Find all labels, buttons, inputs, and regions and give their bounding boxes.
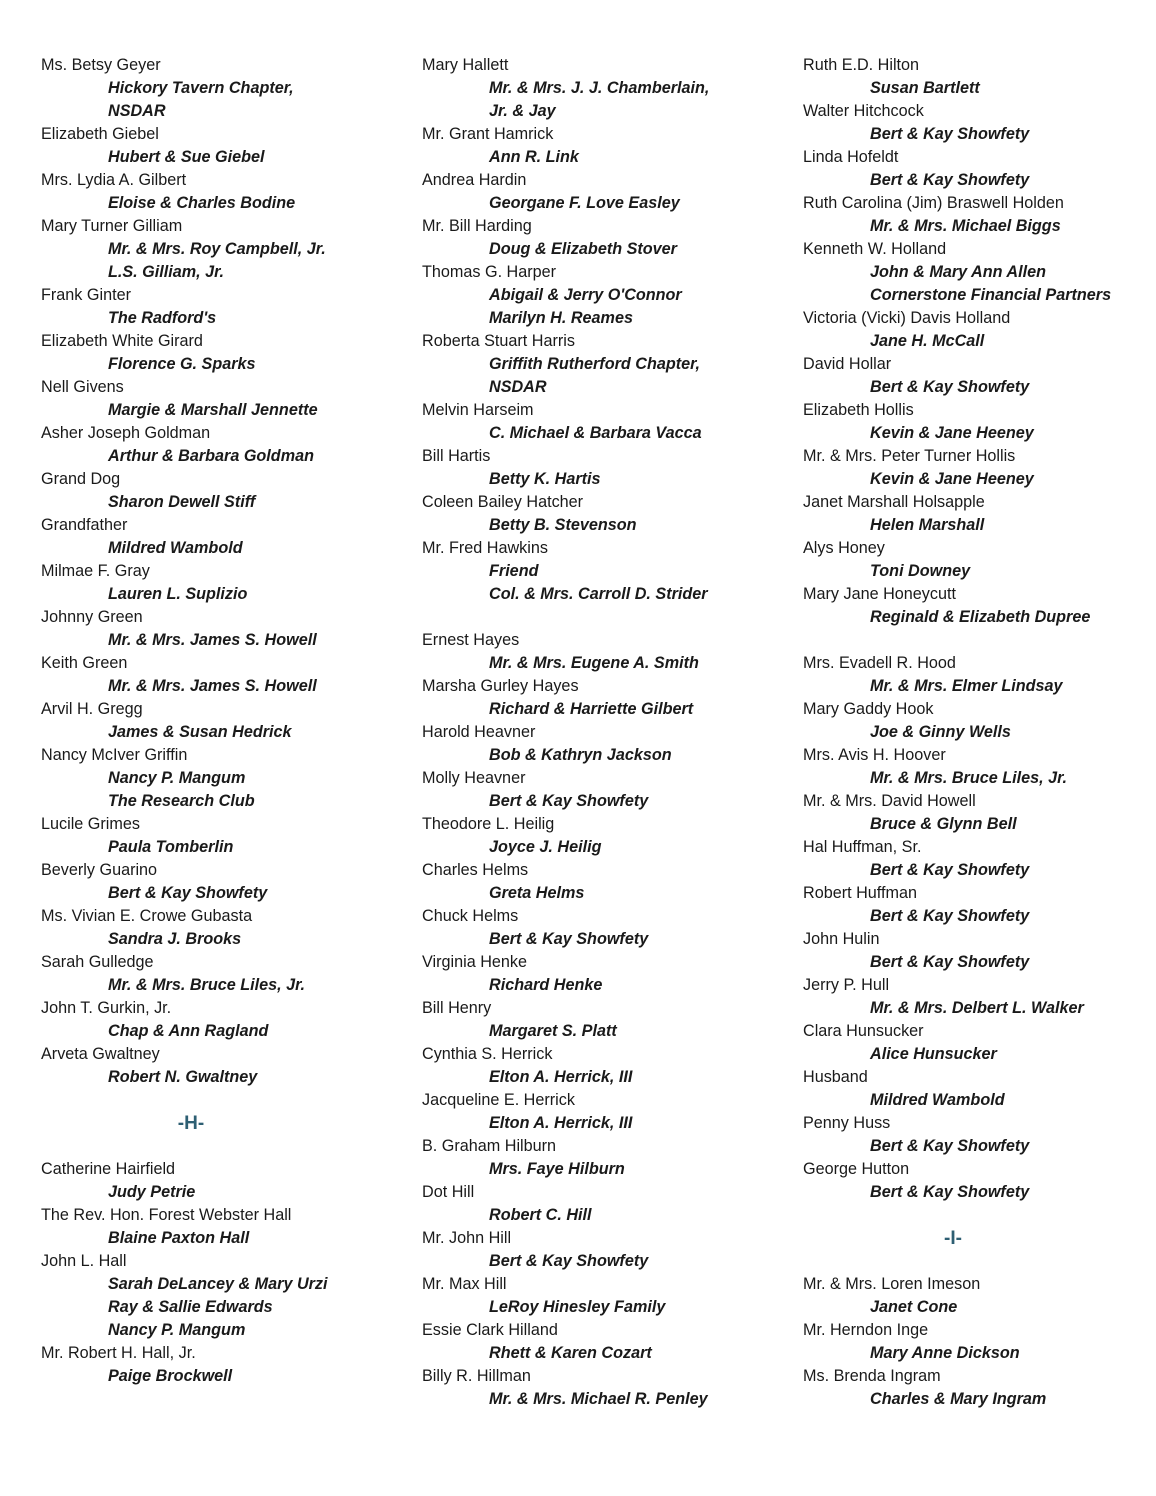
honoree-name: Mr. Grant Hamrick — [422, 125, 554, 143]
honoree-name: Husband — [803, 1068, 868, 1086]
donor-name: Mildred Wambold — [870, 1091, 1005, 1109]
honoree-name: Mr. John Hill — [422, 1229, 512, 1247]
honoree-name: Harold Heavner — [422, 723, 536, 741]
donor-name: Judy Petrie — [108, 1183, 196, 1201]
honoree-name: David Hollar — [803, 355, 892, 373]
honoree-name: Robert Huffman — [803, 884, 917, 902]
honoree-name: The Rev. Hon. Forest Webster Hall — [41, 1206, 292, 1224]
honoree-name: Mr. Bill Harding — [422, 217, 532, 235]
donor-name: James & Susan Hedrick — [108, 723, 292, 741]
spacer — [803, 629, 1156, 652]
honoree-name: George Hutton — [803, 1160, 910, 1178]
donor-name: LeRoy Hinesley Family — [489, 1298, 666, 1316]
donor-name: Toni Downey — [870, 562, 971, 580]
donor-name: Mr. & Mrs. Bruce Liles, Jr. — [870, 769, 1068, 787]
honoree-name: Keith Green — [41, 654, 128, 672]
donor-name: Georgane F. Love Easley — [489, 194, 680, 212]
donor-name: Col. & Mrs. Carroll D. Strider — [489, 585, 708, 603]
donor-name: Bert & Kay Showfety — [870, 378, 1030, 396]
donor-name: Abigail & Jerry O'Connor — [489, 286, 682, 304]
honoree-name: Kenneth W. Holland — [803, 240, 947, 258]
donor-name: Mr. & Mrs. Bruce Liles, Jr. — [108, 976, 306, 994]
donor-name: Susan Bartlett — [870, 79, 980, 97]
donor-name: Friend — [489, 562, 539, 580]
honoree-name: John L. Hall — [41, 1252, 127, 1270]
memorial-column-1 — [41, 54, 401, 1388]
donor-name: NSDAR — [108, 102, 166, 120]
spacer — [803, 1204, 1156, 1227]
honoree-name: Mr. Max Hill — [422, 1275, 507, 1293]
donor-name: The Research Club — [108, 792, 255, 810]
donor-name: Jane H. McCall — [870, 332, 985, 350]
donor-name: Charles & Mary Ingram — [870, 1390, 1047, 1408]
donor-name: Bert & Kay Showfety — [489, 1252, 649, 1270]
honoree-name: Janet Marshall Holsapple — [803, 493, 985, 511]
donor-name: Doug & Elizabeth Stover — [489, 240, 677, 258]
donor-name: Mr. & Mrs. Michael Biggs — [870, 217, 1061, 235]
donor-name: Rhett & Karen Cozart — [489, 1344, 652, 1362]
donor-name: Janet Cone — [870, 1298, 958, 1316]
honoree-name: Ruth E.D. Hilton — [803, 56, 920, 74]
donor-name: Chap & Ann Ragland — [108, 1022, 269, 1040]
honoree-name: Mr. & Mrs. Loren Imeson — [803, 1275, 981, 1293]
honoree-name: Molly Heavner — [422, 769, 526, 787]
honoree-name: Elizabeth White Girard — [41, 332, 203, 350]
honoree-name: Bill Hartis — [422, 447, 491, 465]
donor-name: Cornerstone Financial Partners — [870, 286, 1112, 304]
honoree-name: Dot Hill — [422, 1183, 475, 1201]
donor-name: Margaret S. Platt — [489, 1022, 617, 1040]
honoree-name: Sarah Gulledge — [41, 953, 154, 971]
honoree-name: Frank Ginter — [41, 286, 131, 304]
honoree-name: Elizabeth Giebel — [41, 125, 159, 143]
memorial-column-2 — [422, 54, 782, 1411]
honoree-name: Thomas G. Harper — [422, 263, 557, 281]
donor-name: Hickory Tavern Chapter, — [108, 79, 294, 97]
honoree-name: Charles Helms — [422, 861, 529, 879]
donor-name: Marilyn H. Reames — [489, 309, 633, 327]
donor-name: Blaine Paxton Hall — [108, 1229, 250, 1247]
donor-name: Helen Marshall — [870, 516, 985, 534]
donor-name: Bert & Kay Showfety — [489, 930, 649, 948]
donor-name: Arthur & Barbara Goldman — [108, 447, 314, 465]
donor-name: Nancy P. Mangum — [108, 769, 246, 787]
donor-name: Robert N. Gwaltney — [108, 1068, 258, 1086]
donor-name: Nancy P. Mangum — [108, 1321, 246, 1339]
donor-name: Bob & Kathryn Jackson — [489, 746, 672, 764]
donor-name: Bert & Kay Showfety — [870, 171, 1030, 189]
donor-name: Joe & Ginny Wells — [870, 723, 1011, 741]
honoree-name: Mr. Herndon Inge — [803, 1321, 929, 1339]
spacer — [422, 606, 782, 629]
honoree-name: Bill Henry — [422, 999, 492, 1017]
honoree-name: Mr. Fred Hawkins — [422, 539, 548, 557]
donor-name: Richard Henke — [489, 976, 603, 994]
honoree-name: Jacqueline E. Herrick — [422, 1091, 575, 1109]
honoree-name: John T. Gurkin, Jr. — [41, 999, 172, 1017]
donor-name: Bert & Kay Showfety — [870, 1183, 1030, 1201]
honoree-name: Johnny Green — [41, 608, 143, 626]
honoree-name: Nancy McIver Griffin — [41, 746, 188, 764]
honoree-name: Clara Hunsucker — [803, 1022, 924, 1040]
honoree-name: Ms. Vivian E. Crowe Gubasta — [41, 907, 253, 925]
honoree-name: Lucile Grimes — [41, 815, 140, 833]
donor-name: Elton A. Herrick, III — [489, 1114, 633, 1132]
spacer — [803, 1250, 1156, 1273]
honoree-name: Ernest Hayes — [422, 631, 520, 649]
honoree-name: Mary Turner Gilliam — [41, 217, 183, 235]
honoree-name: Cynthia S. Herrick — [422, 1045, 553, 1063]
donor-name: Griffith Rutherford Chapter, — [489, 355, 701, 373]
donor-name: Hubert & Sue Giebel — [108, 148, 265, 166]
honoree-name: Elizabeth Hollis — [803, 401, 914, 419]
donor-name: Paula Tomberlin — [108, 838, 234, 856]
donor-name: Mr. & Mrs. Elmer Lindsay — [870, 677, 1063, 695]
honoree-name: Penny Huss — [803, 1114, 891, 1132]
donor-name: L.S. Gilliam, Jr. — [108, 263, 225, 281]
donor-name: Betty B. Stevenson — [489, 516, 637, 534]
donor-name: Alice Hunsucker — [870, 1045, 997, 1063]
donor-name: Joyce J. Heilig — [489, 838, 602, 856]
donor-name: Mary Anne Dickson — [870, 1344, 1020, 1362]
donor-name: C. Michael & Barbara Vacca — [489, 424, 702, 442]
honoree-name: Ms. Betsy Geyer — [41, 56, 161, 74]
honoree-name: Linda Hofeldt — [803, 148, 899, 166]
honoree-name: Grandfather — [41, 516, 128, 534]
donor-name: Sharon Dewell Stiff — [108, 493, 256, 511]
spacer — [41, 1089, 401, 1112]
donor-name: Betty K. Hartis — [489, 470, 601, 488]
honoree-name: B. Graham Hilburn — [422, 1137, 557, 1155]
donor-name: Bert & Kay Showfety — [870, 125, 1030, 143]
donor-name: Elton A. Herrick, III — [489, 1068, 633, 1086]
honoree-name: Essie Clark Hilland — [422, 1321, 558, 1339]
donor-name: Florence G. Sparks — [108, 355, 256, 373]
honoree-name: Beverly Guarino — [41, 861, 158, 879]
section-letter-heading: -I- — [944, 1228, 962, 1249]
donor-name: Margie & Marshall Jennette — [108, 401, 318, 419]
honoree-name: Asher Joseph Goldman — [41, 424, 211, 442]
honoree-name: Hal Huffman, Sr. — [803, 838, 922, 856]
honoree-name: Virginia Henke — [422, 953, 527, 971]
donor-name: Mrs. Faye Hilburn — [489, 1160, 625, 1178]
donor-name: NSDAR — [489, 378, 547, 396]
donor-name: The Radford's — [108, 309, 217, 327]
honoree-name: Melvin Harseim — [422, 401, 534, 419]
donor-name: Mr. & Mrs. J. J. Chamberlain, — [489, 79, 710, 97]
honoree-name: Catherine Hairfield — [41, 1160, 176, 1178]
honoree-name: Grand Dog — [41, 470, 121, 488]
donor-name: Reginald & Elizabeth Dupree — [870, 608, 1091, 626]
donor-name: Bert & Kay Showfety — [870, 907, 1030, 925]
donor-name: Bert & Kay Showfety — [870, 1137, 1030, 1155]
donor-name: Bert & Kay Showfety — [870, 861, 1030, 879]
honoree-name: Victoria (Vicki) Davis Holland — [803, 309, 1011, 327]
donor-name: Kevin & Jane Heeney — [870, 470, 1034, 488]
donor-name: Richard & Harriette Gilbert — [489, 700, 694, 718]
honoree-name: Mrs. Lydia A. Gilbert — [41, 171, 187, 189]
donor-name: Robert C. Hill — [489, 1206, 592, 1224]
honoree-name: Mrs. Evadell R. Hood — [803, 654, 956, 672]
honoree-name: Ms. Brenda Ingram — [803, 1367, 941, 1385]
donor-name: Bert & Kay Showfety — [108, 884, 268, 902]
donor-name: John & Mary Ann Allen — [870, 263, 1046, 281]
honoree-name: Ruth Carolina (Jim) Braswell Holden — [803, 194, 1064, 212]
honoree-name: Mr. & Mrs. David Howell — [803, 792, 976, 810]
donor-name: Greta Helms — [489, 884, 585, 902]
honoree-name: John Hulin — [803, 930, 880, 948]
honoree-name: Mary Jane Honeycutt — [803, 585, 956, 603]
donor-name: Bert & Kay Showfety — [489, 792, 649, 810]
donor-name: Eloise & Charles Bodine — [108, 194, 296, 212]
donor-name: Ray & Sallie Edwards — [108, 1298, 273, 1316]
honoree-name: Andrea Hardin — [422, 171, 527, 189]
honoree-name: Alys Honey — [803, 539, 885, 557]
section-letter-heading: -H- — [177, 1113, 205, 1134]
donor-name: Bert & Kay Showfety — [870, 953, 1030, 971]
donor-name: Bruce & Glynn Bell — [870, 815, 1017, 833]
honoree-name: Theodore L. Heilig — [422, 815, 555, 833]
donor-name: Ann R. Link — [489, 148, 579, 166]
donor-name: Mildred Wambold — [108, 539, 243, 557]
donor-name: Mr. & Mrs. James S. Howell — [108, 631, 317, 649]
honoree-name: Roberta Stuart Harris — [422, 332, 575, 350]
honoree-name: Mr. & Mrs. Peter Turner Hollis — [803, 447, 1016, 465]
memorial-column-3 — [803, 54, 1156, 1411]
donor-name: Jr. & Jay — [489, 102, 556, 120]
honoree-name: Jerry P. Hull — [803, 976, 890, 994]
honoree-name: Milmae F. Gray — [41, 562, 150, 580]
donor-name: Lauren L. Suplizio — [108, 585, 248, 603]
donor-name: Mr. & Mrs. James S. Howell — [108, 677, 317, 695]
donor-name: Mr. & Mrs. Michael R. Penley — [489, 1390, 708, 1408]
honoree-name: Walter Hitchcock — [803, 102, 924, 120]
honoree-name: Arvil H. Gregg — [41, 700, 143, 718]
donor-name: Sandra J. Brooks — [108, 930, 242, 948]
honoree-name: Mary Hallett — [422, 56, 509, 74]
honoree-name: Mr. Robert H. Hall, Jr. — [41, 1344, 196, 1362]
donor-name: Mr. & Mrs. Delbert L. Walker — [870, 999, 1084, 1017]
honoree-name: Mrs. Avis H. Hoover — [803, 746, 946, 764]
donor-name: Mr. & Mrs. Roy Campbell, Jr. — [108, 240, 326, 258]
honoree-name: Coleen Bailey Hatcher — [422, 493, 584, 511]
honoree-name: Billy R. Hillman — [422, 1367, 531, 1385]
donor-name: Kevin & Jane Heeney — [870, 424, 1034, 442]
honoree-name: Nell Givens — [41, 378, 124, 396]
donor-name: Sarah DeLancey & Mary Urzi — [108, 1275, 328, 1293]
donor-name: Mr. & Mrs. Eugene A. Smith — [489, 654, 699, 672]
honoree-name: Chuck Helms — [422, 907, 519, 925]
donor-name: Paige Brockwell — [108, 1367, 233, 1385]
honoree-name: Arveta Gwaltney — [41, 1045, 160, 1063]
honoree-name: Marsha Gurley Hayes — [422, 677, 579, 695]
honoree-name: Mary Gaddy Hook — [803, 700, 934, 718]
spacer — [41, 1135, 401, 1158]
